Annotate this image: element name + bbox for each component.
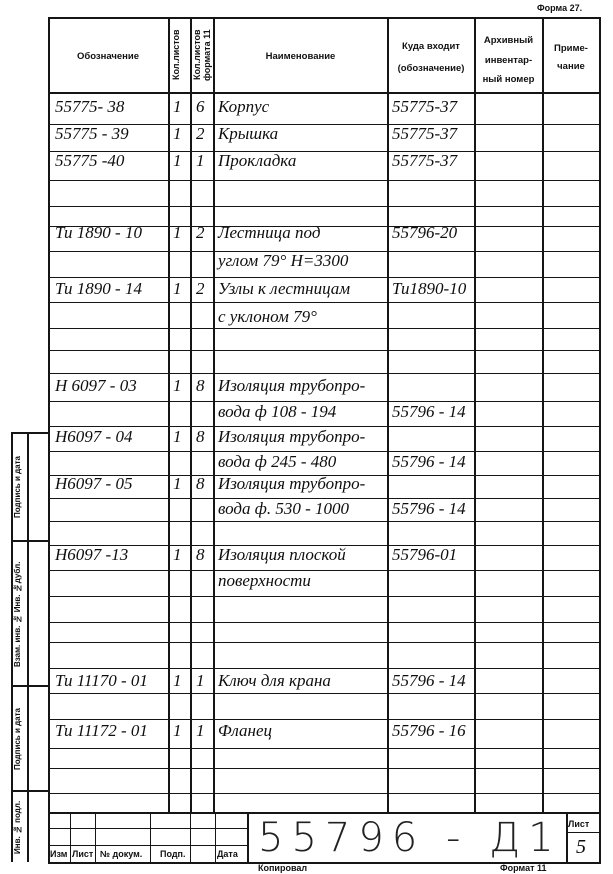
row-count: 1 <box>173 474 182 493</box>
row-count: 1 <box>173 223 182 242</box>
row-designation: 55775- 38 <box>55 97 125 116</box>
row-line <box>48 719 601 720</box>
row-count: 1 <box>173 279 182 298</box>
row-name: вода ф 245 - 480 <box>218 452 337 471</box>
row-line <box>48 768 601 769</box>
header-archive-2: инвентар- <box>484 55 533 66</box>
header-designation: Обозначение <box>76 51 140 62</box>
row-designation: Ти 1890 - 14 <box>55 279 142 298</box>
row-line <box>48 642 601 643</box>
row-count: 1 <box>173 545 182 564</box>
row-line <box>48 151 601 152</box>
side-label-inv-podl: Инв. № подл. <box>13 800 22 854</box>
frame-left <box>48 17 50 864</box>
side-label-sign-date-2: Подпись и дата <box>13 456 22 518</box>
row-line <box>48 328 601 329</box>
row-name: Крышка <box>218 124 279 143</box>
row-line <box>48 622 601 623</box>
row-line <box>48 206 601 207</box>
title-block-col-a <box>70 812 71 862</box>
row-line <box>48 596 601 597</box>
row-count: 1 <box>173 671 182 690</box>
row-line <box>48 350 601 351</box>
row-name: с уклоном 79° <box>218 307 317 326</box>
row-count: 1 <box>173 427 182 446</box>
row-where: 55796 - 14 <box>392 499 466 518</box>
row-fmt: 8 <box>196 474 205 493</box>
row-designation: Ти 11172 - 01 <box>55 721 148 740</box>
row-designation: Ти 11170 - 01 <box>55 671 148 690</box>
side-strip-sep-3 <box>11 790 48 792</box>
row-fmt: 2 <box>196 279 205 298</box>
title-block-row-2 <box>48 845 248 846</box>
header-where-used-2: (обозначение) <box>397 63 465 74</box>
row-designation: Ти 1890 - 10 <box>55 223 142 242</box>
footer-format: Формат 11 <box>500 863 547 873</box>
side-label-sign-date-1: Подпись и дата <box>13 708 22 770</box>
side-strip-right <box>27 432 29 862</box>
row-name: Корпус <box>218 97 270 116</box>
frame-right <box>599 17 601 864</box>
title-block-col-c <box>150 812 151 862</box>
row-where: 55775-37 <box>392 124 458 143</box>
form-label: Форма 27. <box>537 3 583 13</box>
header-bottom-line <box>48 92 601 94</box>
row-line <box>48 693 601 694</box>
row-name: поверхности <box>218 571 311 590</box>
row-name: Изоляция трубопро- <box>218 376 366 395</box>
row-line <box>48 521 601 522</box>
row-where: 55796 - 16 <box>392 721 466 740</box>
row-line <box>48 373 601 374</box>
row-designation: Н6097 - 04 <box>55 427 133 446</box>
row-where: 55796 - 14 <box>392 671 466 690</box>
row-line <box>48 302 601 303</box>
side-strip-sep-1 <box>11 540 48 542</box>
tb-date: Дата <box>217 849 238 859</box>
tb-sheet-label: Лист <box>568 819 590 829</box>
row-name: Изоляция трубопро- <box>218 427 366 446</box>
title-block-row-1 <box>48 828 248 829</box>
row-name: Узлы к лестницам <box>218 279 351 298</box>
row-where: 55796-01 <box>392 545 458 564</box>
row-designation: Н6097 - 05 <box>55 474 133 493</box>
row-count: 1 <box>173 124 182 143</box>
tb-sign: Подп. <box>160 849 186 859</box>
row-count: 1 <box>173 721 182 740</box>
row-where: 55775-37 <box>392 151 458 170</box>
title-block-col-e <box>215 812 216 862</box>
header-note-1: Приме- <box>554 43 588 54</box>
row-fmt: 2 <box>196 223 205 242</box>
tb-document-code: 55796 - Д1 <box>258 815 562 861</box>
row-line <box>48 668 601 669</box>
tb-izm: Изм <box>50 849 68 859</box>
frame-top <box>48 17 600 19</box>
side-label-vzam-inv: Взам. инв. № Инв. №дубл. <box>13 561 22 667</box>
row-where: 55796-20 <box>392 223 458 242</box>
row-name: Изоляция плоской <box>218 545 346 564</box>
row-count: 1 <box>173 376 182 395</box>
row-fmt: 1 <box>196 151 205 170</box>
title-block-sheet-row <box>566 832 600 833</box>
row-fmt: 8 <box>196 427 205 446</box>
side-strip-sep-2 <box>11 685 48 687</box>
row-name: Прокладка <box>218 151 297 170</box>
header-sheets-count: Кол.листов <box>171 29 181 81</box>
row-designation: 55775 -40 <box>55 151 125 170</box>
row-name: Ключ для крана <box>218 671 331 690</box>
tb-list: Лист <box>72 849 94 859</box>
row-line <box>48 570 601 571</box>
row-designation: 55775 - 39 <box>55 124 129 143</box>
header-archive-1: Архивный <box>483 35 534 46</box>
row-where: 55775-37 <box>392 97 458 116</box>
side-strip-top <box>11 432 48 434</box>
row-where: 55796 - 14 <box>392 402 466 421</box>
row-line <box>48 180 601 181</box>
title-block-col-d <box>190 812 191 862</box>
row-designation: Н 6097 - 03 <box>55 376 137 395</box>
header-note-2: чание <box>557 61 585 72</box>
row-fmt: 6 <box>196 97 205 116</box>
title-block-col-b <box>95 812 96 862</box>
row-line <box>48 793 601 794</box>
row-fmt: 8 <box>196 545 205 564</box>
header-where-used-1: Куда входит <box>402 41 460 52</box>
row-name: углом 79° Н=3300 <box>218 251 349 270</box>
header-sheets-format: Кол.листов формата 11 <box>192 29 212 81</box>
header-archive-3: ный номер <box>482 74 535 85</box>
row-name: вода ф 108 - 194 <box>218 402 337 421</box>
title-block-top <box>48 812 601 814</box>
row-where: 55796 - 14 <box>392 452 466 471</box>
row-name: Изоляция трубопро- <box>218 474 366 493</box>
row-count: 1 <box>173 151 182 170</box>
row-count: 1 <box>173 97 182 116</box>
tb-doc-no: № докум. <box>100 849 143 859</box>
row-fmt: 1 <box>196 671 205 690</box>
title-block-col-f <box>247 812 249 862</box>
header-name: Наименование <box>265 51 336 62</box>
row-fmt: 2 <box>196 124 205 143</box>
footer-copied: Копировал <box>258 863 308 873</box>
row-fmt: 1 <box>196 721 205 740</box>
tb-sheet-number: 5 <box>576 836 586 858</box>
row-line <box>48 748 601 749</box>
row-where: Ти1890-10 <box>392 279 467 298</box>
row-line <box>48 277 601 278</box>
row-name: вода ф. 530 - 1000 <box>218 499 350 518</box>
row-line <box>48 124 601 125</box>
row-designation: Н6097 -13 <box>55 545 129 564</box>
row-name: Фланец <box>218 721 273 740</box>
row-name: Лестница под <box>218 223 321 242</box>
row-fmt: 8 <box>196 376 205 395</box>
